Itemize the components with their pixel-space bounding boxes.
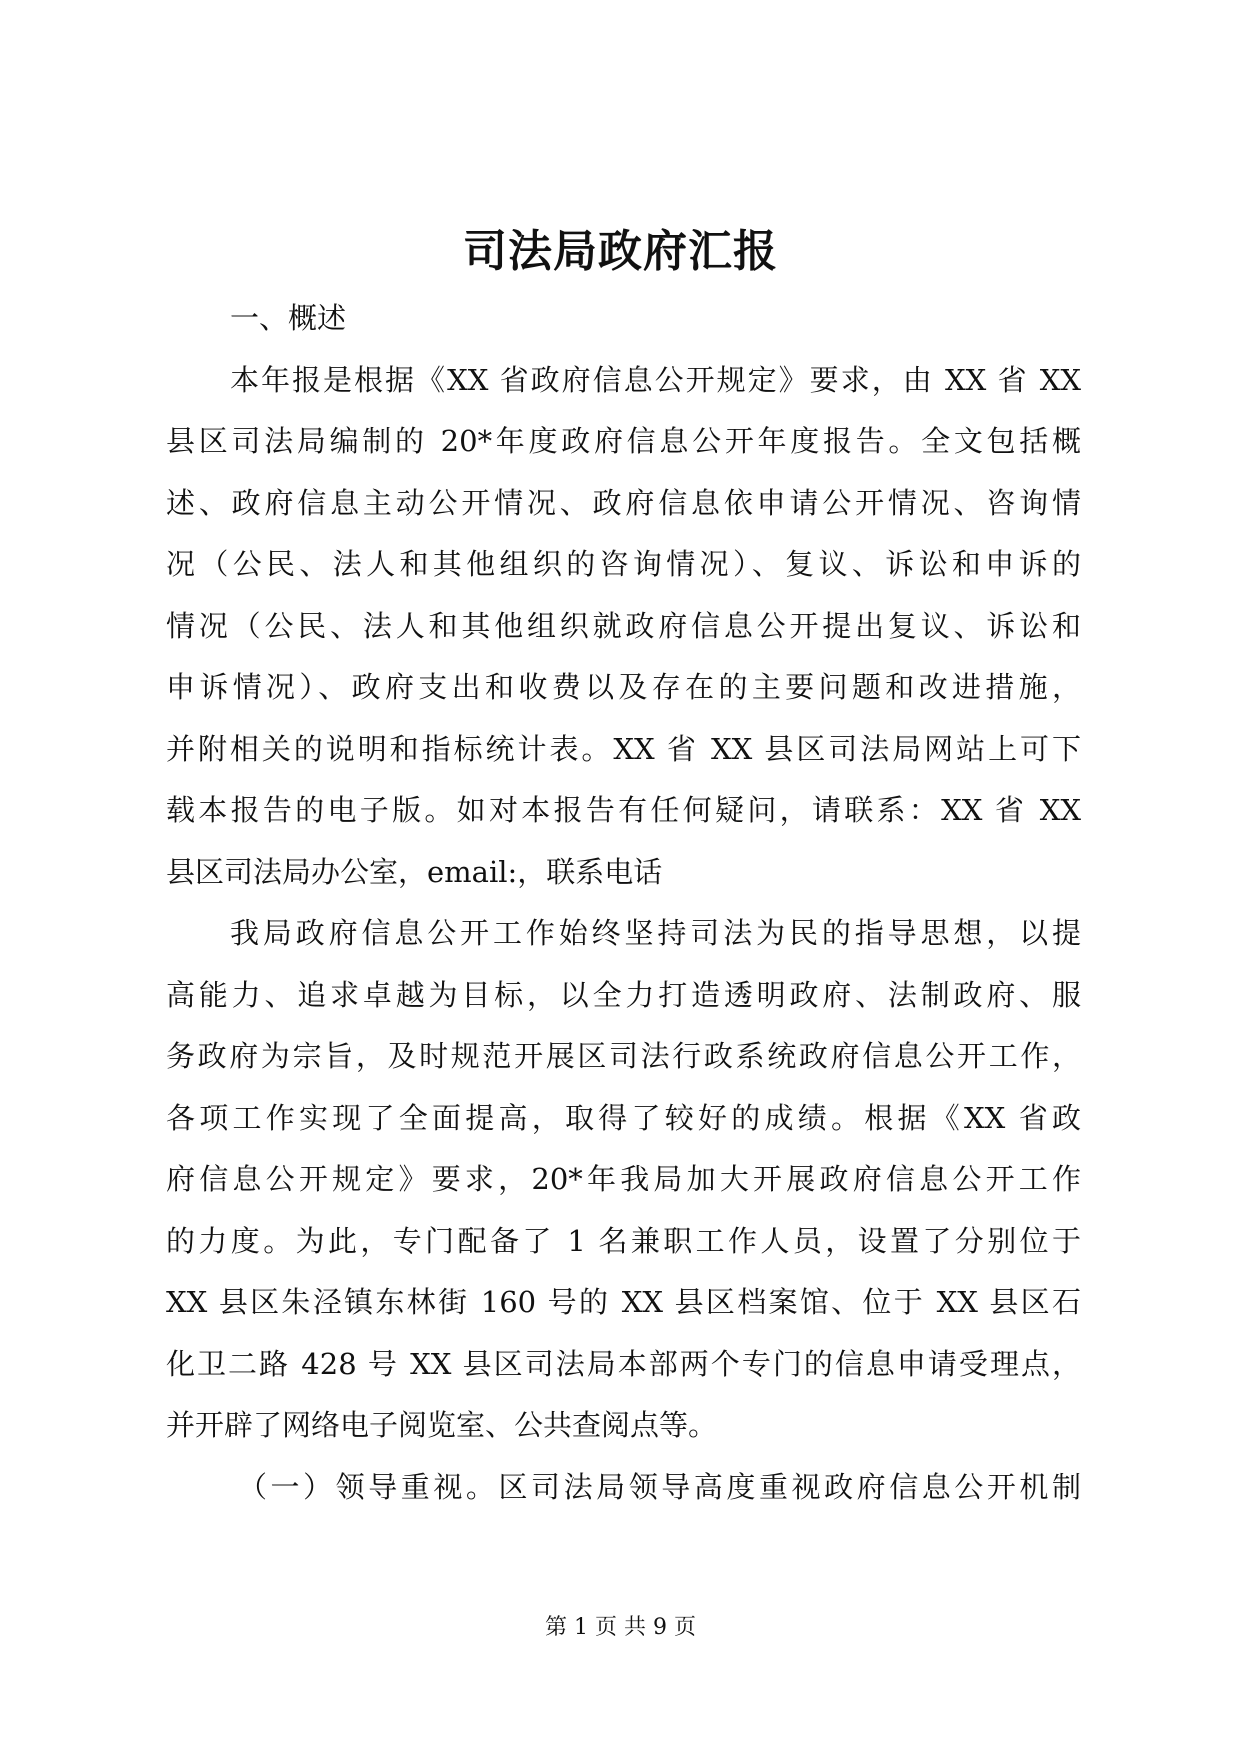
document-body (166, 288, 1081, 1518)
paragraph-line: 县区司法局办公室，email:，联系电话 (166, 854, 663, 889)
page-number-footer: 第 1 页 共 9 页 (545, 1615, 696, 1640)
document-title: 司法局政府汇报 (463, 226, 778, 277)
paragraph-line: 县区司法局编制的 20*年度政府信息公开年度报告。全文包括概 (166, 424, 1081, 458)
paragraph-line: XX 县区朱泾镇东林街 160 号的 XX 县区档案馆、位于 XX 县区石 (166, 1285, 1081, 1319)
paragraph-line: 我局政府信息公开工作始终坚持司法为民的指导思想，以提 (230, 916, 1081, 950)
subsection-line: （一）领导重视。区司法局领导高度重视政府信息公开机制 (238, 1469, 1081, 1504)
paragraph-line: 高能力、追求卓越为目标，以全力打造透明政府、法制政府、服 (166, 977, 1081, 1012)
paragraph-line: 本年报是根据《XX 省政府信息公开规定》要求，由 XX 省 XX (230, 362, 1081, 397)
section-heading: 一、概述 (230, 301, 347, 335)
paragraph-line: 化卫二路 428 号 XX 县区司法局本部两个专门的信息申请受理点， (166, 1346, 1081, 1381)
paragraph-line: 并开辟了网络电子阅览室、公共查阅点等。 (166, 1408, 718, 1442)
paragraph-line: 载本报告的电子版。如对本报告有任何疑问，请联系：XX 省 XX (166, 793, 1081, 827)
paragraph-line: 并附相关的说明和指标统计表。XX 省 XX 县区司法局网站上可下 (166, 731, 1081, 766)
paragraph-line: 的力度。为此，专门配备了 1 名兼职工作人员，设置了分别位于 (166, 1223, 1081, 1258)
paragraph-line: 述、政府信息主动公开情况、政府信息依申请公开情况、咨询情 (166, 485, 1081, 520)
paragraph-line: 况（公民、法人和其他组织的咨询情况）、复议、诉讼和申诉的 (166, 547, 1081, 581)
paragraph-line: 务政府为宗旨，及时规范开展区司法行政系统政府信息公开工作， (166, 1039, 1081, 1073)
paragraph-line: 各项工作实现了全面提高，取得了较好的成绩。根据《XX 省政 (166, 1100, 1081, 1135)
paragraph-line: 情况（公民、法人和其他组织就政府信息公开提出复议、诉讼和 (166, 608, 1081, 643)
paragraph-line: 府信息公开规定》要求，20*年我局加大开展政府信息公开工作 (166, 1162, 1081, 1196)
paragraph-line: 申诉情况）、政府支出和收费以及存在的主要问题和改进措施， (166, 670, 1081, 704)
